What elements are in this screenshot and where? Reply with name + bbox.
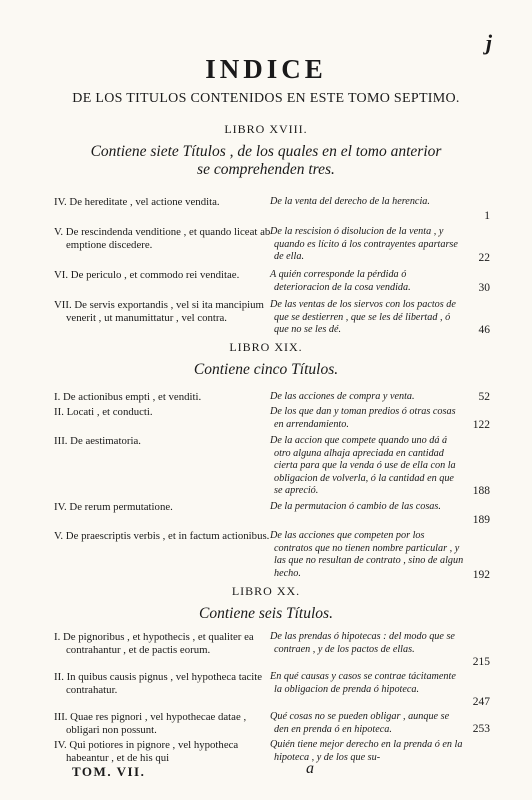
entries-libro-xix xyxy=(54,391,490,585)
spanish-title: De las acciones que competen por los contratos que no tienen nombre particular , y las que no resultan de contrato , sino de algun hecho. xyxy=(270,530,464,579)
latin-title: III. Quae res pignori , vel hypothecae datae , obligari non possunt. xyxy=(54,711,247,736)
index-entry xyxy=(54,530,490,582)
libro-label: LIBRO XIX. xyxy=(229,340,303,354)
index-entry xyxy=(54,435,490,498)
page-number: 22 xyxy=(478,252,490,264)
latin-title: V. De rescindenda venditione , et quando liceat ab emptione discedere. xyxy=(54,226,271,251)
heading-line: Contiene siete Títulos , de los quales en el tomo anterior xyxy=(90,143,442,160)
index-entry xyxy=(54,739,490,764)
page-number: 192 xyxy=(472,569,490,581)
page-number: 247 xyxy=(472,696,490,708)
signature-mark: TOM. VII. xyxy=(72,764,146,779)
index-entry xyxy=(54,711,490,736)
spanish-title: De las ventas de los siervos con los pactos de que se destierren , que se les dé libertad , ó que no se les dé. xyxy=(270,299,456,336)
entries-libro-xviii xyxy=(54,196,490,342)
spanish-title: De la permutacion ó cambio de las cosas. xyxy=(270,501,441,512)
page-number: 52 xyxy=(478,391,490,403)
spanish-title: Quién tiene mejor derecho en la prenda ó en la hipoteca , y de los que su- xyxy=(270,739,463,763)
latin-title: II. In quibus causis pignus , vel hypotheca tacite contrahatur. xyxy=(54,671,263,696)
page-number: 215 xyxy=(472,656,490,668)
spanish-title: En qué causas y casos se contrae tácitamente la obligacion de prenda ó hipoteca. xyxy=(270,671,456,695)
page-number: 253 xyxy=(472,723,490,735)
signature-letter: a xyxy=(306,760,314,777)
index-entry xyxy=(54,226,490,266)
spanish-title: Qué cosas no se pueden obligar , aunque se den en prenda ó en hipoteca. xyxy=(270,711,450,735)
section-heading xyxy=(0,361,532,379)
latin-title: III. De aestimatoria. xyxy=(54,435,141,447)
latin-title: IV. De hereditate , vel actione vendita. xyxy=(54,196,220,208)
spanish-title: A quién corresponde la pérdida ó deterioracion de la cosa vendida. xyxy=(270,269,411,293)
libro-label: LIBRO XX. xyxy=(231,584,301,598)
spanish-title: De la rescision ó disolucion de la venta , y quando es lícito á los contrayentes apartarse de ella. xyxy=(270,226,458,263)
page-title: INDICE xyxy=(205,54,327,84)
index-entry xyxy=(54,631,490,668)
latin-title: IV. De rerum permutatione. xyxy=(54,501,173,513)
page-number: 30 xyxy=(478,282,490,294)
latin-title: V. De praescriptis verbis , et in factum actionibus. xyxy=(54,530,270,542)
index-entry xyxy=(54,501,490,527)
libro-label: LIBRO XVIII. xyxy=(224,122,308,136)
entries-libro-xx xyxy=(54,631,490,767)
latin-title: VII. De servis exportandis , vel si ita mancipium venerit , ut manumittatur , vel contra. xyxy=(54,299,264,324)
section-libro-xix xyxy=(0,340,532,379)
spanish-title: De los que dan y toman predios ó otras cosas en arrendamiento. xyxy=(270,406,456,430)
latin-title: IV. Qui potiores in pignore , vel hypotheca habeantur , et de his qui xyxy=(54,739,239,764)
index-entry xyxy=(54,671,490,708)
spanish-title: De la accion que compete quando uno dá á otro alguna alhaja apreciada en cantidad cierta para que la venda ó use de ella con la obligacion de volverla, ó la cantidad en que se apreció. xyxy=(270,435,456,497)
index-entry xyxy=(54,299,490,339)
index-entry xyxy=(54,406,490,432)
latin-title: VI. De periculo , et commodo rei venditae. xyxy=(54,269,240,281)
page-number: 188 xyxy=(472,485,490,497)
index-entry xyxy=(54,269,490,296)
section-libro-xviii xyxy=(0,122,532,179)
section-heading xyxy=(0,605,532,623)
section-heading xyxy=(0,143,532,179)
page-subtitle: DE LOS TITULOS CONTENIDOS EN ESTE TOMO SEPTIMO. xyxy=(72,91,460,106)
page-mark: j xyxy=(485,30,492,55)
latin-title: I. De pignoribus , et hypothecis , et qualiter ea contrahantur , et de pactis eorum. xyxy=(54,631,254,656)
spanish-title: De la venta del derecho de la herencia. xyxy=(270,196,430,207)
heading-line: Contiene cinco Títulos. xyxy=(193,361,339,378)
section-libro-xx xyxy=(0,584,532,623)
page-number: 122 xyxy=(472,419,490,431)
spanish-title: De las acciones de compra y venta. xyxy=(270,391,415,402)
index-entry xyxy=(54,391,490,403)
latin-title: I. De actionibus empti , et venditi. xyxy=(54,391,202,403)
heading-line: se comprehenden tres. xyxy=(197,161,335,178)
spanish-title: De las prendas ó hipotecas : del modo que se contraen , y de los pactos de ellas. xyxy=(270,631,455,655)
latin-title: II. Locati , et conducti. xyxy=(54,406,153,418)
page-number: 46 xyxy=(478,324,490,336)
index-entry xyxy=(54,196,490,223)
page-number: 1 xyxy=(484,210,490,222)
heading-line: Contiene seis Títulos. xyxy=(199,605,333,622)
page-number: 189 xyxy=(472,514,490,526)
